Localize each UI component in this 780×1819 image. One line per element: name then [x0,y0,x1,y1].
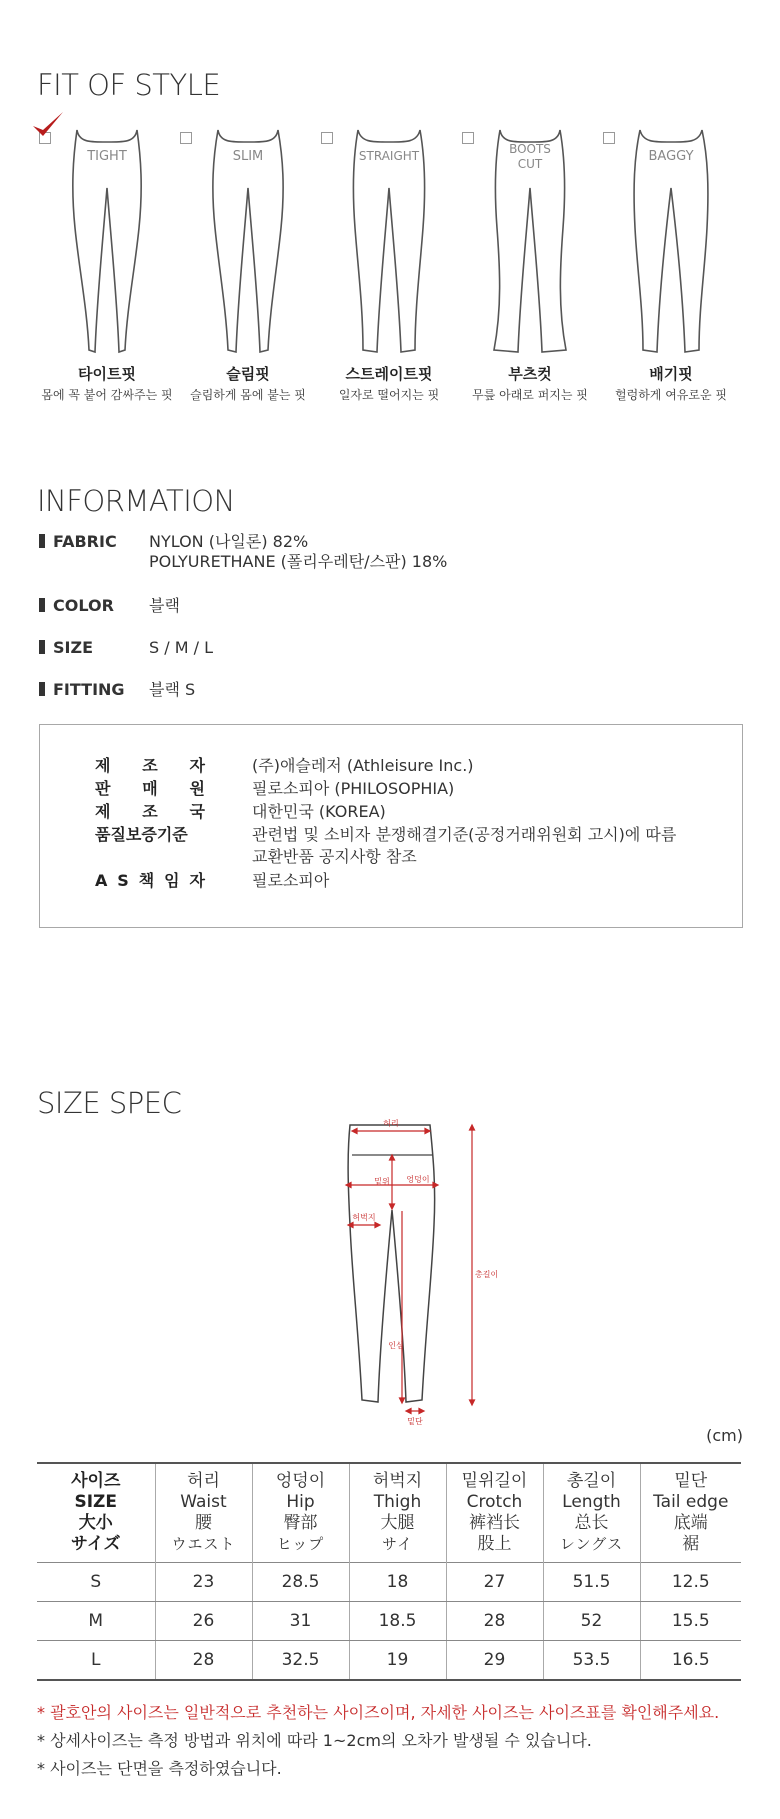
header-line: サイ [382,1535,413,1553]
fit-label: BAGGY [648,149,694,164]
label-hem: 밑단 [407,1417,423,1426]
fit-desc: 무릎 아래로 퍼지는 핏 [472,388,588,402]
header-thigh [349,1463,446,1563]
notice-value: 대한민국 (KOREA) [252,802,386,821]
fit-item-bootscut [460,118,600,418]
cell-size: L [37,1641,155,1681]
header-line: 밑단 [674,1471,708,1491]
cell-size: S [37,1563,155,1602]
size-note-measure: * 사이즈는 단면을 측정하였습니다. [37,1759,282,1778]
header-line: ヒップ [276,1535,325,1553]
notice-label: 제 조 자 [95,756,205,775]
header-line: 밑위길이 [461,1471,528,1491]
info-value: NYLON (나일론) 82% [149,532,309,551]
header-line: レングス [559,1535,624,1553]
size-note-tolerance: * 상세사이즈는 측정 방법과 위치에 따라 1~2cm의 오차가 발생될 수 있습니다. [37,1731,592,1750]
fit-desc: 헐렁하게 여유로운 핏 [615,388,727,402]
info-value: 블랙 S [149,680,196,699]
header-line: 股上 [477,1534,512,1554]
fit-item-slim [178,118,318,418]
cell: 23 [155,1563,252,1602]
fit-label-line2: CUT [517,157,543,171]
fit-checkbox[interactable] [462,132,474,144]
fit-label: TIGHT [87,149,127,164]
size-note-recommend: * 괄호안의 사이즈는 일반적으로 추천하는 사이즈이며, 자세한 사이즈는 사이즈표를 확인해주세요. [37,1703,720,1722]
header-line: サイズ [70,1534,121,1554]
fit-name: 슬림핏 [226,365,270,383]
size-table-header [37,1463,741,1563]
info-label: FITTING [53,680,125,699]
bullet-icon [39,682,45,696]
bullet-icon [39,640,45,654]
notice-value: 필로소피아 (PHILOSOPHIA) [252,779,455,798]
header-line: 허리 [187,1471,220,1491]
info-label: FABRIC [53,532,117,551]
label-crotch: 밑위 [374,1177,390,1186]
fit-item-tight [37,118,177,418]
tight-pants-icon [67,128,147,358]
header-line: 底端 [673,1513,708,1533]
fit-desc: 슬림하게 몸에 붙는 핏 [190,388,306,402]
cell: 16.5 [640,1641,741,1681]
bullet-icon [39,598,45,612]
notice-value-line1: 관련법 및 소비자 분쟁해결기준(공정거래위원회 고시)에 따름 [252,825,677,844]
size-spec-title: SIZE SPEC [37,1086,182,1120]
straight-pants-icon [349,128,429,358]
label-hip: 엉덩이 [406,1175,430,1184]
header-line: 大腿 [380,1513,415,1533]
header-line: 허벅지 [372,1471,423,1491]
fit-item-baggy [601,118,741,418]
header-line: 엉덩이 [275,1471,326,1491]
product-notice-box [39,724,743,928]
cell: 15.5 [640,1602,741,1641]
table-row [37,1563,741,1602]
notice-label: A S 책 임 자 [95,871,205,890]
header-line: 裤裆长 [469,1513,520,1533]
fit-checkbox[interactable] [321,132,333,144]
size-diagram [330,1115,499,1445]
header-line: 总长 [574,1513,609,1533]
info-row-size [39,638,213,657]
header-line: 臀部 [283,1513,318,1533]
cell: 26 [155,1602,252,1641]
notice-label: 판 매 원 [95,779,205,798]
fit-label: STRAIGHT [358,149,420,163]
header-hip [252,1463,349,1563]
cell: 18 [349,1563,446,1602]
info-value: 블랙 [149,596,180,615]
slim-pants-icon [208,128,288,358]
bullet-icon [39,534,45,548]
header-line: 腰 [195,1513,212,1533]
cell: 12.5 [640,1563,741,1602]
header-size [37,1463,155,1563]
header-waist [155,1463,252,1563]
baggy-pants-icon [631,128,711,358]
header-line: 大小 [78,1513,113,1533]
fit-of-style-title: FIT OF STYLE [37,68,221,102]
cell: 27 [446,1563,543,1602]
notice-value: 필로소피아 [252,871,330,890]
info-value-2: POLYURETHANE (폴리우레탄/스판) 18% [149,552,448,571]
fit-name: 부츠컷 [508,365,552,383]
info-value: S / M / L [149,638,213,657]
fit-desc: 몸에 꼭 붙어 감싸주는 핏 [41,388,173,402]
cell: 28 [446,1602,543,1641]
cell: 53.5 [543,1641,640,1681]
info-label: COLOR [53,596,114,615]
header-line: Length [562,1492,621,1512]
info-row-color [39,596,180,615]
cell: 51.5 [543,1563,640,1602]
header-line: 裾 [682,1534,700,1554]
info-row-fabric [39,532,448,571]
label-length: 총길이 [475,1270,499,1279]
cell: 28 [155,1641,252,1681]
info-value-block [149,532,447,572]
header-line: Tail edge [653,1492,729,1512]
header-line: Waist [180,1492,227,1512]
notice-label: 품질보증기준 [95,825,188,844]
cell: 52 [543,1602,640,1641]
fit-checkbox[interactable] [180,132,192,144]
cell: 32.5 [252,1641,349,1681]
header-line: Hip [286,1492,315,1512]
header-tail-edge [640,1463,741,1563]
notice-value: (주)애슬레저 (Athleisure Inc.) [252,756,474,775]
header-line: Thigh [373,1492,422,1512]
fit-label: SLIM [232,149,264,164]
cell: 28.5 [252,1563,349,1602]
fit-name: 배기핏 [649,365,693,383]
fit-name: 타이트핏 [78,365,136,383]
header-line: Crotch [466,1492,523,1512]
fit-name: 스트레이트핏 [345,365,433,383]
cell: 29 [446,1641,543,1681]
label-waist: 허리 [383,1119,399,1128]
table-row [37,1602,741,1641]
fit-checkbox[interactable] [603,132,615,144]
header-line: 총길이 [566,1471,617,1491]
fit-label-line1: BOOTS [509,142,551,156]
header-line: SIZE [74,1492,117,1512]
header-line: ウエスト [171,1535,236,1553]
notice-value [252,824,676,868]
information-title: INFORMATION [37,484,235,518]
cell: 19 [349,1641,446,1681]
label-thigh: 허벅지 [352,1213,376,1222]
header-length [543,1463,640,1563]
fit-item-straight [319,118,459,418]
info-label: SIZE [53,638,94,657]
info-row-fitting [39,680,196,699]
notice-label: 제 조 국 [95,802,205,821]
fit-desc: 일자로 떨어지는 핏 [338,388,440,402]
size-table [37,1462,741,1681]
notice-value-line2: 교환반품 공지사항 참조 [252,847,417,866]
label-inseam: 인심 [388,1341,404,1350]
cell: 31 [252,1602,349,1641]
table-row [37,1641,741,1681]
header-line: 사이즈 [71,1471,121,1491]
checkmark-icon [31,110,65,140]
header-crotch [446,1463,543,1563]
bootscut-pants-icon [490,128,570,358]
cell: 18.5 [349,1602,446,1641]
cell-size: M [37,1602,155,1641]
unit-label: (cm) [706,1426,743,1445]
